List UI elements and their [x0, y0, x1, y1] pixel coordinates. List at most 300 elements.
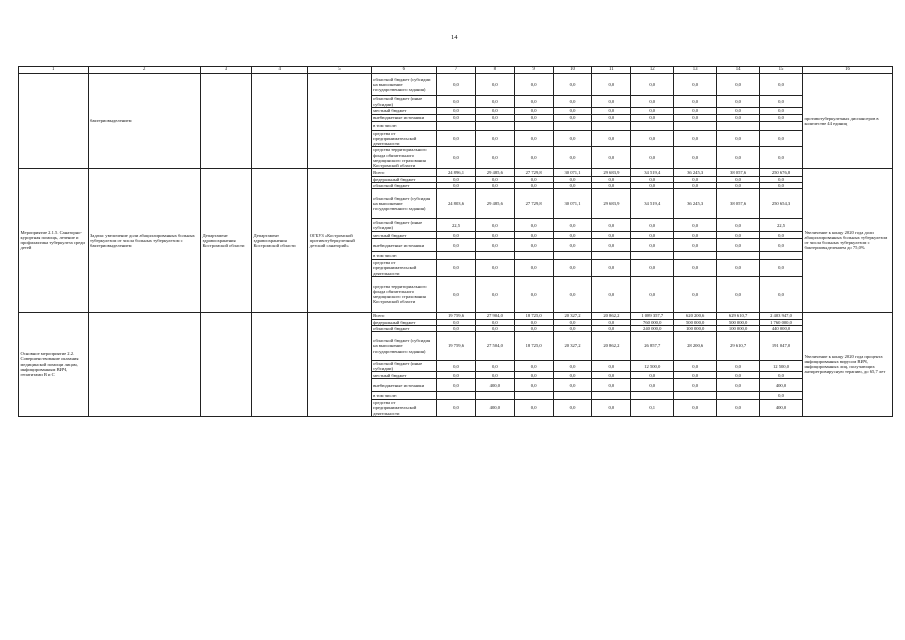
value-cell: 12 500,0: [631, 360, 674, 371]
value-cell: [553, 392, 592, 400]
funding-source-cell: местный бюджет: [371, 232, 436, 239]
value-cell: 0,0: [514, 183, 553, 189]
value-cell: [717, 392, 760, 400]
value-cell: 20 327,2: [553, 312, 592, 319]
value-cell: 0,0: [717, 239, 760, 252]
value-cell: 0,0: [553, 379, 592, 392]
value-cell: 0,0: [631, 176, 674, 182]
value-cell: 0,0: [437, 379, 476, 392]
value-cell: 0,0: [437, 96, 476, 108]
column-number-14: 14: [717, 67, 760, 74]
funding-source-cell: областной бюджет (субсидия на выполнение государственного задания): [371, 189, 436, 219]
value-cell: 0,0: [760, 131, 803, 147]
value-cell: 0,0: [437, 319, 476, 325]
column-number-13: 13: [674, 67, 717, 74]
funding-source-cell: Всего: [371, 312, 436, 319]
value-cell: 0,0: [631, 96, 674, 108]
funding-source-cell: внебюджетные источники: [371, 379, 436, 392]
value-cell: 0,0: [760, 232, 803, 239]
value-cell: 24 803,6: [437, 189, 476, 219]
value-cell: [437, 122, 476, 131]
value-cell: 0,0: [674, 219, 717, 232]
funding-source-cell: внебюджетные источники: [371, 115, 436, 122]
value-cell: 0,0: [760, 392, 803, 400]
value-cell: 29 683,9: [592, 168, 631, 176]
value-cell: 0,0: [674, 176, 717, 182]
value-cell: 620 200,6: [674, 312, 717, 319]
value-cell: 0,0: [514, 325, 553, 331]
value-cell: 19 759,6: [437, 331, 476, 360]
funding-source-cell: областной бюджет (иные субсидии): [371, 219, 436, 232]
expected-result-cell: противотуберкулезных диспансеров в количестве 44 единиц: [802, 74, 892, 169]
value-cell: 0,0: [717, 260, 760, 276]
column-number-7: 7: [437, 67, 476, 74]
column-number-2: 2: [88, 67, 200, 74]
value-cell: 18 725,0: [514, 331, 553, 360]
value-cell: [475, 392, 514, 400]
value-cell: 0,0: [674, 276, 717, 312]
value-cell: 0,0: [592, 325, 631, 331]
value-cell: 0,0: [437, 232, 476, 239]
value-cell: 0,0: [674, 131, 717, 147]
value-cell: 0,0: [592, 219, 631, 232]
value-cell: [553, 122, 592, 131]
value-cell: 0,0: [437, 108, 476, 115]
value-cell: 0,0: [553, 219, 592, 232]
value-cell: 0,0: [514, 219, 553, 232]
value-cell: 0,0: [674, 232, 717, 239]
value-cell: 0,0: [553, 131, 592, 147]
value-cell: [475, 122, 514, 131]
column-number-9: 9: [514, 67, 553, 74]
value-cell: 0,0: [437, 276, 476, 312]
value-cell: 760 000,0: [631, 319, 674, 325]
value-cell: [592, 122, 631, 131]
funding-source-cell: областной бюджет: [371, 325, 436, 331]
value-cell: 0,0: [717, 276, 760, 312]
value-cell: [437, 252, 476, 260]
value-cell: 0,0: [631, 379, 674, 392]
column-number-11: 11: [592, 67, 631, 74]
value-cell: [631, 122, 674, 131]
value-cell: 0,0: [674, 147, 717, 169]
value-cell: 0,0: [514, 260, 553, 276]
column-number-4: 4: [252, 67, 308, 74]
value-cell: 38 057,6: [717, 189, 760, 219]
value-cell: [760, 252, 803, 260]
value-cell: 0,0: [475, 176, 514, 182]
value-cell: 0,0: [514, 131, 553, 147]
value-cell: 0,0: [437, 183, 476, 189]
value-cell: 0,0: [592, 276, 631, 312]
value-cell: 0,0: [553, 147, 592, 169]
funding-source-cell: местный бюджет: [371, 372, 436, 379]
funding-source-cell: областной бюджет (иные субсидии): [371, 96, 436, 108]
value-cell: 0,0: [717, 232, 760, 239]
value-cell: 0,0: [553, 319, 592, 325]
value-cell: 0,0: [592, 372, 631, 379]
value-cell: [514, 252, 553, 260]
value-cell: 0,0: [592, 96, 631, 108]
value-cell: 0,0: [553, 96, 592, 108]
value-cell: 0,0: [674, 400, 717, 416]
value-cell: 34 519,4: [631, 189, 674, 219]
column-number-15: 15: [760, 67, 803, 74]
value-cell: 0,0: [631, 147, 674, 169]
value-cell: 0,0: [631, 108, 674, 115]
value-cell: 0,0: [475, 260, 514, 276]
column-number-10: 10: [553, 67, 592, 74]
value-cell: 0,0: [631, 74, 674, 96]
value-cell: [674, 252, 717, 260]
funding-source-cell: местный бюджет: [371, 108, 436, 115]
column-number-3: 3: [200, 67, 251, 74]
value-cell: 0,0: [592, 147, 631, 169]
value-cell: [674, 392, 717, 400]
value-cell: [674, 122, 717, 131]
value-cell: 0,0: [631, 232, 674, 239]
value-cell: 0,0: [717, 372, 760, 379]
value-cell: 36 245,3: [674, 189, 717, 219]
cell-col1: [19, 74, 89, 169]
value-cell: 0,0: [514, 115, 553, 122]
value-cell: 0,0: [553, 372, 592, 379]
value-cell: 500 000,0: [674, 319, 717, 325]
value-cell: 0,0: [631, 219, 674, 232]
value-cell: 0,0: [760, 372, 803, 379]
value-cell: 0,0: [717, 96, 760, 108]
value-cell: 0,0: [631, 276, 674, 312]
table-row: [19, 168, 893, 176]
value-cell: 0,0: [592, 115, 631, 122]
value-cell: 0,0: [674, 260, 717, 276]
value-cell: 20 327,2: [553, 331, 592, 360]
value-cell: 0,0: [717, 379, 760, 392]
cell-col2: Задача: увеличение доли абациллированных больных туберкулезом от числа больных туберкулезом с бактериовыделением: [88, 168, 200, 312]
value-cell: 0,0: [553, 239, 592, 252]
value-cell: 38 057,6: [717, 168, 760, 176]
funding-source-cell: средства от предпринимательской деятельности: [371, 400, 436, 416]
value-cell: 0,0: [592, 183, 631, 189]
cell-col5: ОГБУЗ «Костромской противотуберкулезный детский санаторий»: [308, 168, 371, 312]
value-cell: 30 071,1: [553, 189, 592, 219]
value-cell: 0,0: [631, 260, 674, 276]
value-cell: 0,0: [760, 183, 803, 189]
value-cell: 29 485,6: [475, 168, 514, 176]
value-cell: 1 760 000,0: [760, 319, 803, 325]
value-cell: 0,0: [437, 325, 476, 331]
value-cell: 0,0: [760, 108, 803, 115]
page-number: 14: [451, 34, 458, 41]
value-cell: 12 500,0: [760, 360, 803, 371]
value-cell: 0,0: [553, 232, 592, 239]
cell-col4: Департамент здравоохранения Костромской области: [252, 168, 308, 312]
value-cell: 0,0: [475, 147, 514, 169]
value-cell: 0,0: [437, 372, 476, 379]
value-cell: 0,0: [553, 183, 592, 189]
column-number-6: 6: [371, 67, 436, 74]
value-cell: 0,0: [717, 131, 760, 147]
funding-source-cell: Всего: [371, 168, 436, 176]
value-cell: 0,0: [592, 400, 631, 416]
value-cell: 0,0: [631, 239, 674, 252]
value-cell: 0,0: [553, 115, 592, 122]
value-cell: 400,0: [760, 400, 803, 416]
value-cell: 0,0: [717, 108, 760, 115]
value-cell: 2 403 947,0: [760, 312, 803, 319]
funding-source-cell: средства от предпринимательской деятельности: [371, 131, 436, 147]
value-cell: 0,0: [760, 74, 803, 96]
expected-result-cell: Увеличение к концу 2020 года доли абациллированных больных туберкулезом от числа больных туберкулезом с бактериовыделением до 75,0%: [802, 168, 892, 312]
value-cell: 100 000,0: [674, 325, 717, 331]
value-cell: 240 000,0: [631, 325, 674, 331]
value-cell: 0,0: [592, 360, 631, 371]
value-cell: 0,0: [437, 360, 476, 371]
value-cell: 0,0: [553, 176, 592, 182]
value-cell: 0,0: [514, 239, 553, 252]
value-cell: 0,0: [514, 147, 553, 169]
cell-col2: бактериовыделением: [88, 74, 200, 169]
funding-source-cell: областной бюджет (субсидии на выполнение государственного задания): [371, 74, 436, 96]
value-cell: 0,0: [717, 360, 760, 371]
value-cell: 1 089 357,7: [631, 312, 674, 319]
value-cell: [717, 252, 760, 260]
value-cell: 0,0: [674, 74, 717, 96]
table-row: [19, 74, 893, 96]
value-cell: 0,0: [475, 276, 514, 312]
value-cell: 0,0: [514, 319, 553, 325]
value-cell: 29 683,9: [592, 189, 631, 219]
value-cell: 0,0: [475, 183, 514, 189]
funding-source-cell: федеральный бюджет: [371, 176, 436, 182]
budget-table: [18, 66, 893, 417]
cell-col1: Мероприятие 2.1.5. Санаторно-курортная помощь, лечение и профилактика туберкулеза среди детей: [19, 168, 89, 312]
value-cell: 0,0: [631, 115, 674, 122]
value-cell: 0,0: [717, 183, 760, 189]
value-cell: 0,0: [553, 400, 592, 416]
value-cell: 0,0: [514, 232, 553, 239]
value-cell: 0,0: [514, 276, 553, 312]
value-cell: 0,0: [514, 372, 553, 379]
value-cell: 0,0: [437, 115, 476, 122]
value-cell: 0,0: [674, 108, 717, 115]
value-cell: 0,0: [717, 115, 760, 122]
value-cell: 0,0: [553, 108, 592, 115]
value-cell: [592, 392, 631, 400]
cell-col1: Основное мероприятие 2.2. Совершенствование оказания медицинской помощи лицам, инфицированным ВИЧ, гепатитами В и С: [19, 312, 89, 416]
value-cell: 400,0: [475, 379, 514, 392]
expected-result-cell: Увеличение к концу 2020 года процента инфицированных вирусом ВИЧ, инфицированных лиц, получающих антиретровирусную терапию, до 65,7 лет: [802, 312, 892, 416]
value-cell: 100 000,0: [717, 325, 760, 331]
value-cell: 0,0: [717, 400, 760, 416]
table-row: [19, 312, 893, 319]
value-cell: 0,0: [592, 108, 631, 115]
value-cell: 27 729,8: [514, 168, 553, 176]
value-cell: 0,0: [674, 379, 717, 392]
value-cell: 0,0: [475, 319, 514, 325]
funding-source-cell: областной бюджет (иные субсидии): [371, 360, 436, 371]
value-cell: 26 857,7: [631, 331, 674, 360]
value-cell: 0,0: [674, 372, 717, 379]
funding-source-cell: средства территориального фонда обязательного медицинского страхования Костромской области: [371, 147, 436, 169]
cell-col3: Департамент здравоохранения Костромской области: [200, 168, 251, 312]
value-cell: 400,0: [760, 379, 803, 392]
value-cell: 0,0: [717, 147, 760, 169]
value-cell: 250 654,3: [760, 189, 803, 219]
value-cell: 0,0: [760, 260, 803, 276]
funding-source-cell: средства территориального фонда обязательного медицинского страхования Костромской области: [371, 276, 436, 312]
value-cell: 0,0: [631, 131, 674, 147]
value-cell: 20 862,2: [592, 331, 631, 360]
funding-source-cell: в том числе:: [371, 392, 436, 400]
value-cell: 0,0: [437, 131, 476, 147]
value-cell: 0,0: [514, 74, 553, 96]
cell-col3: [200, 312, 251, 416]
value-cell: 18 725,0: [514, 312, 553, 319]
value-cell: 0,0: [674, 239, 717, 252]
cell-col4: [252, 74, 308, 169]
value-cell: 20 862,2: [592, 312, 631, 319]
value-cell: 0,0: [475, 239, 514, 252]
column-number-row: [19, 67, 893, 74]
column-number-16: 16: [802, 67, 892, 74]
value-cell: 0,0: [514, 379, 553, 392]
value-cell: 400,0: [475, 400, 514, 416]
value-cell: 0,0: [592, 319, 631, 325]
value-cell: 0,0: [514, 108, 553, 115]
value-cell: 0,0: [553, 260, 592, 276]
value-cell: [631, 392, 674, 400]
value-cell: [514, 392, 553, 400]
value-cell: 0,0: [475, 74, 514, 96]
value-cell: 0,0: [760, 115, 803, 122]
value-cell: 0,0: [592, 176, 631, 182]
value-cell: 0,0: [717, 74, 760, 96]
value-cell: 22,5: [760, 219, 803, 232]
value-cell: 0,0: [475, 108, 514, 115]
value-cell: 30 071,1: [553, 168, 592, 176]
column-number-1: 1: [19, 67, 89, 74]
value-cell: 0,0: [475, 232, 514, 239]
value-cell: 0,0: [475, 219, 514, 232]
value-cell: 22,5: [437, 219, 476, 232]
value-cell: 500 000,0: [717, 319, 760, 325]
value-cell: 0,0: [592, 232, 631, 239]
value-cell: 0,0: [437, 260, 476, 276]
value-cell: [475, 252, 514, 260]
value-cell: 0,1: [631, 400, 674, 416]
funding-source-cell: областной бюджет: [371, 183, 436, 189]
value-cell: 0,0: [674, 96, 717, 108]
value-cell: 0,0: [674, 115, 717, 122]
value-cell: 0,0: [592, 260, 631, 276]
value-cell: 0,0: [475, 360, 514, 371]
value-cell: 0,0: [592, 379, 631, 392]
value-cell: 0,0: [514, 176, 553, 182]
column-number-5: 5: [308, 67, 371, 74]
cell-col4: [252, 312, 308, 416]
value-cell: 36 245,3: [674, 168, 717, 176]
value-cell: 29 485,6: [475, 189, 514, 219]
value-cell: 29 610,7: [717, 331, 760, 360]
value-cell: 191 047,0: [760, 331, 803, 360]
value-cell: 0,0: [437, 74, 476, 96]
value-cell: 250 676,8: [760, 168, 803, 176]
cell-col2: [88, 312, 200, 416]
value-cell: 0,0: [674, 183, 717, 189]
value-cell: 0,0: [437, 176, 476, 182]
funding-source-cell: в том числе:: [371, 122, 436, 131]
value-cell: 0,0: [760, 147, 803, 169]
value-cell: 0,0: [592, 131, 631, 147]
funding-source-cell: областной бюджет (субсидия на выполнение государственного задания): [371, 331, 436, 360]
funding-source-cell: в том числе:: [371, 252, 436, 260]
value-cell: 0,0: [553, 325, 592, 331]
funding-source-cell: внебюджетные источники: [371, 239, 436, 252]
value-cell: 0,0: [592, 239, 631, 252]
value-cell: 0,0: [592, 74, 631, 96]
value-cell: 0,0: [437, 147, 476, 169]
value-cell: 0,0: [760, 176, 803, 182]
value-cell: [437, 392, 476, 400]
value-cell: 0,0: [514, 400, 553, 416]
funding-source-cell: средства от предпринимательской деятельности: [371, 260, 436, 276]
value-cell: 0,0: [553, 360, 592, 371]
cell-col3: [200, 74, 251, 169]
value-cell: 629 610,7: [717, 312, 760, 319]
value-cell: [717, 122, 760, 131]
value-cell: 0,0: [553, 74, 592, 96]
column-number-8: 8: [475, 67, 514, 74]
value-cell: 0,0: [475, 131, 514, 147]
cell-col5: [308, 74, 371, 169]
value-cell: 0,0: [717, 219, 760, 232]
value-cell: 0,0: [475, 115, 514, 122]
column-number-12: 12: [631, 67, 674, 74]
funding-source-cell: федеральный бюджет: [371, 319, 436, 325]
value-cell: [553, 252, 592, 260]
value-cell: 0,0: [631, 183, 674, 189]
value-cell: 27 904,0: [475, 312, 514, 319]
value-cell: [631, 252, 674, 260]
value-cell: 0,0: [760, 96, 803, 108]
value-cell: 0,0: [437, 400, 476, 416]
value-cell: 0,0: [514, 360, 553, 371]
value-cell: [760, 122, 803, 131]
value-cell: [514, 122, 553, 131]
value-cell: 0,0: [717, 176, 760, 182]
value-cell: [592, 252, 631, 260]
value-cell: 0,0: [553, 276, 592, 312]
value-cell: 0,0: [674, 360, 717, 371]
value-cell: 0,0: [760, 276, 803, 312]
cell-col5: [308, 312, 371, 416]
value-cell: 0,0: [514, 96, 553, 108]
value-cell: 28 200,6: [674, 331, 717, 360]
value-cell: 0,0: [475, 96, 514, 108]
value-cell: 440 000,0: [760, 325, 803, 331]
value-cell: 0,0: [631, 372, 674, 379]
value-cell: 0,0: [475, 372, 514, 379]
value-cell: 27 504,0: [475, 331, 514, 360]
value-cell: 0,0: [475, 325, 514, 331]
value-cell: 27 729,8: [514, 189, 553, 219]
value-cell: 0,0: [760, 239, 803, 252]
value-cell: 24 896,1: [437, 168, 476, 176]
value-cell: 34 519,4: [631, 168, 674, 176]
value-cell: 0,0: [437, 239, 476, 252]
value-cell: 19 759,6: [437, 312, 476, 319]
